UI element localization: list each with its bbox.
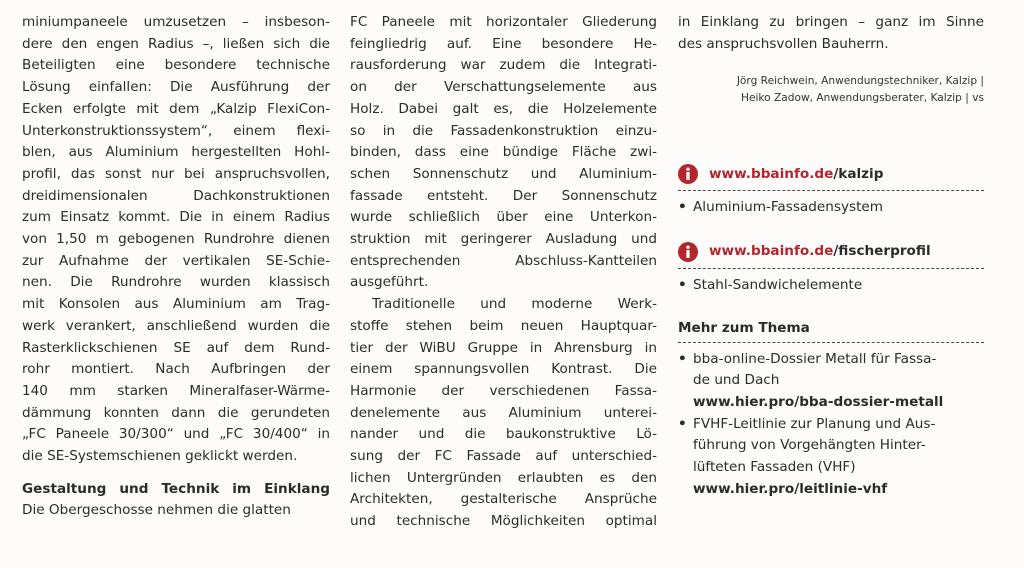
text-line: on der Verschattungselemente aus <box>350 79 657 96</box>
text-line: Unterkonstruktionssystem“, einem flexi- <box>22 122 330 139</box>
text-line: dere den engen Radius –, ließen sich die <box>22 35 330 52</box>
text-line: schen Sonnenschutz und Aluminium- <box>350 165 657 182</box>
text-line: de und Dach <box>693 372 780 389</box>
info-link-kalzip[interactable] <box>678 162 984 186</box>
text-line: rausforderung war zudem die Integrati- <box>350 57 657 74</box>
text-line: so in die Fassadenkonstruktion einzu- <box>350 122 657 139</box>
list-item-text: Stahl-Sandwichelemente <box>693 277 863 294</box>
text-line: Architekten, gestalterische Ansprüche <box>350 491 657 508</box>
text-line: FC Paneele mit horizontaler Gliederung <box>350 14 657 30</box>
text-line: Ecken erfolgte mit dem „Kalzip FlexiCon- <box>22 100 330 117</box>
text-line: Holz. Dabei galt es, die Holzelemente <box>350 100 657 117</box>
text-line: ausgeführt. <box>350 274 429 291</box>
text-line: profil, das sonst nur bei anspruchsvollen, <box>22 165 330 182</box>
text-line: sung der FC Fassade auf unterschied- <box>350 448 657 465</box>
paragraph <box>350 294 657 533</box>
list-item <box>678 197 984 219</box>
dashed-divider <box>678 268 984 269</box>
text-line: Traditionelle und moderne Werk- <box>372 296 657 313</box>
list-item <box>678 275 984 297</box>
text-line: nen. Die Rundrohre wurden klassisch <box>22 274 330 291</box>
list-item <box>678 414 984 501</box>
text-line: binden, dass eine bündige Fläche zwi- <box>350 144 657 161</box>
text-line: stoffe stehen beim neuen Hauptquar- <box>350 317 657 334</box>
list-item-text: Aluminium-Fassadensystem <box>693 199 884 216</box>
text-line: Harmonie der verschiedenen Fassa- <box>350 382 657 399</box>
list-item-text <box>693 414 984 501</box>
dashed-divider <box>678 190 984 191</box>
text-line: rohr montiert. Nach Aufbringen der <box>22 361 330 378</box>
text-line: Die Obergeschosse nehmen die glatten <box>22 502 291 519</box>
text-line: FVHF-Leitlinie zur Planung und Aus- <box>693 415 936 432</box>
text-line: werk verankert, anschließend wurden die <box>22 317 330 334</box>
info-circle-icon <box>678 242 698 262</box>
text-line: zur Aufnahme der vertikalen SE-Schie- <box>22 252 330 269</box>
text-line: und technische Möglichkeiten optimal <box>350 513 657 530</box>
link-domain: www.bbainfo.de <box>709 165 834 182</box>
credit-line: Jörg Reichwein, Anwendungstechniker, Kalzip | <box>736 75 984 88</box>
link-url[interactable] <box>709 241 931 263</box>
link-path: /kalzip <box>833 165 884 182</box>
info-circle-icon <box>678 164 698 184</box>
bullet-icon: • <box>678 199 687 216</box>
text-line: Rasterklickschienen SE auf dem Rund- <box>22 339 330 356</box>
paragraph <box>350 12 657 294</box>
text-line: von 1,50 m gebogenen Rundrohre dienen <box>22 231 330 248</box>
article-column-1 <box>22 12 330 522</box>
list-item-text <box>693 349 984 414</box>
dashed-divider <box>678 342 984 343</box>
text-line: struktion mit geringerer Ausladung und <box>350 231 657 248</box>
article-column-3 <box>678 12 984 500</box>
text-line: Beteiligten eine besondere technische <box>22 57 330 74</box>
text-line: feingliedrig auf. Eine besondere He- <box>350 35 657 52</box>
bullet-icon: • <box>678 415 687 432</box>
text-line: die SE-Systemschienen geklickt werden. <box>22 448 298 465</box>
bullet-icon: • <box>678 350 687 367</box>
text-line: blen, aus Aluminium hergestellten Hohl- <box>22 144 330 161</box>
text-line: 140 mm starken Mineralfaser-Wärme- <box>22 382 330 399</box>
info-link-fischerprofil[interactable] <box>678 240 984 264</box>
text-line: miniumpaneele umzusetzen – insbeson- <box>22 14 330 30</box>
text-line: mit Konsolen aus Aluminium am Trag- <box>22 296 330 313</box>
text-line: lüfteten Fassaden (VHF) <box>693 459 856 476</box>
text-line: dämmung konnten dann die gerundeten <box>22 404 330 421</box>
text-line: bba-online-Dossier Metall für Fassa- <box>693 350 937 367</box>
bullet-icon: • <box>678 277 687 294</box>
column-1-body <box>22 12 330 468</box>
text-line: wurde schließlich über eine Unterkon- <box>350 209 657 226</box>
text-line: führung von Vorgehängten Hinter- <box>693 437 926 454</box>
text-line: denelemente aus Aluminium unterei- <box>350 404 657 421</box>
text-line: des anspruchsvollen Bauherrn. <box>678 35 889 52</box>
list-item <box>678 349 984 414</box>
text-line: in Einklang zu bringen – ganz im Sinne <box>678 14 984 30</box>
article-column-2 <box>350 12 657 533</box>
text-line: nander und die baukonstruktive Lö- <box>350 426 657 443</box>
section-subheading: Gestaltung und Technik im Einklang <box>22 480 330 497</box>
text-line: fassade entsteht. Der Sonnenschutz <box>350 187 657 204</box>
link-domain: www.bbainfo.de <box>709 243 834 260</box>
text-line: lichen Untergründen erlaubten es den <box>350 469 657 486</box>
text-line: Lösung einfallen: Die Ausführung der <box>22 79 330 96</box>
more-topic-heading: Mehr zum Thema <box>678 319 810 336</box>
guideline-link[interactable]: www.hier.pro/leitlinie-vhf <box>693 480 888 497</box>
text-line: „FC Paneele 30/300“ und „FC 30/400“ in <box>22 426 330 443</box>
link-path: /fischerprofil <box>833 243 931 260</box>
text-line: tier der WiBU Gruppe in Ahrensburg in <box>350 339 657 356</box>
text-line: entsprechenden Abschluss-Kantteilen <box>350 252 657 269</box>
credit-line: Heiko Zadow, Anwendungsberater, Kalzip | vs <box>740 92 984 105</box>
text-line: zum Einsatz kommt. Die in einem Radius <box>22 209 330 226</box>
text-line: einem spannungsvollen Kontrast. Die <box>350 361 657 378</box>
author-credit <box>678 73 984 107</box>
link-url[interactable] <box>709 164 883 186</box>
text-line: dreidimensionalen Dachkonstruktionen <box>22 187 330 204</box>
dossier-link[interactable]: www.hier.pro/bba-dossier-metall <box>693 393 944 410</box>
